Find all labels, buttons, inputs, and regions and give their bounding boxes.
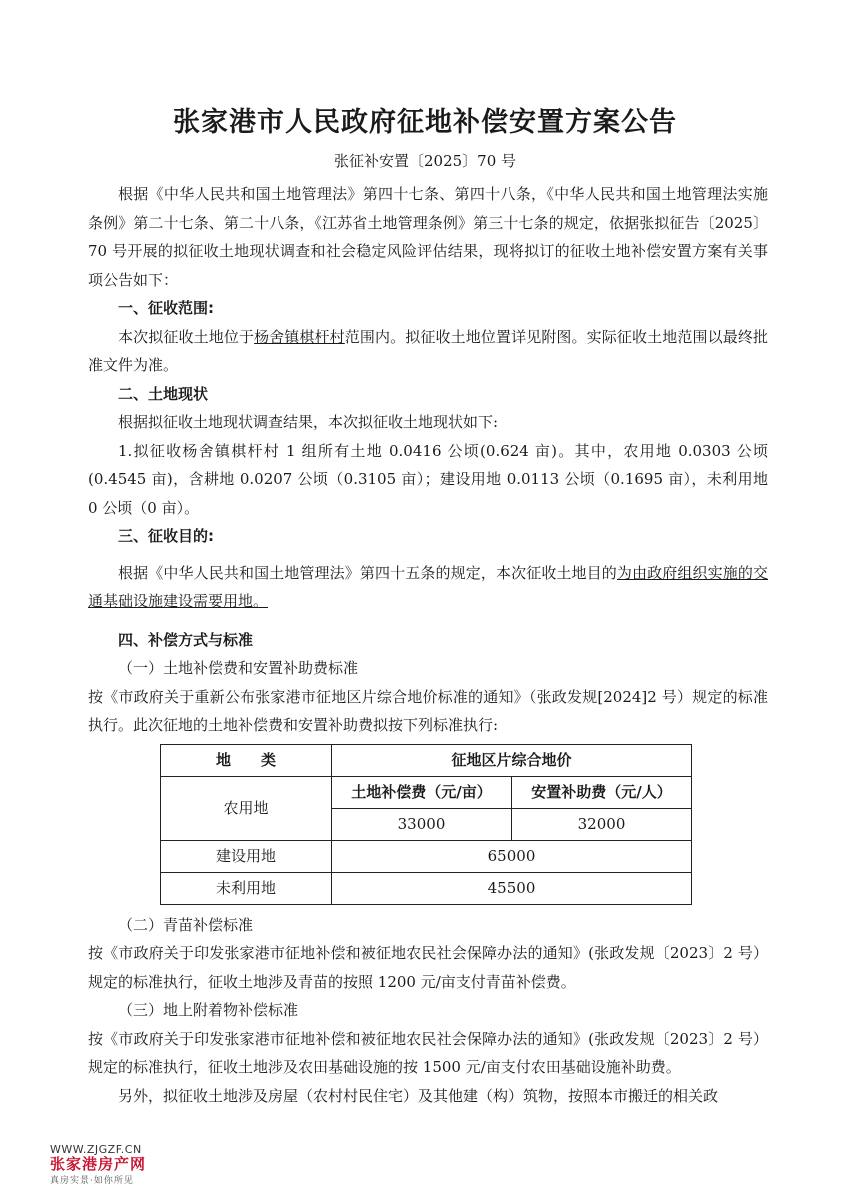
section-heading-scope: 一、征收范围:: [118, 299, 214, 317]
table-cell-unused: 未利用地: [161, 872, 332, 904]
subsection-seedling: （二）青苗补偿标准: [118, 915, 254, 934]
scope-text-post: 范围内。拟征收土地位置详见附图。实际征收土地范围以最终批准文件为准。: [88, 327, 768, 374]
table-row: [161, 872, 692, 904]
status-paragraph-1: 根据拟征收土地现状调查结果，本次拟征收土地现状如下:: [118, 413, 499, 431]
subsection-attachments: （三）地上附着物补偿标准: [118, 1001, 299, 1019]
watermark-url: WWW.ZJGZF.CN: [50, 1143, 142, 1156]
purpose-text: 为由政府组织实施的交通基础设施建设需要用地。: [88, 563, 768, 610]
land-compensation-paragraph: 按《市政府关于重新公布张家港市征地区片综合地价标准的通知》（张政发规[2024]2 号）规定的标准执行。此次征地的土地补偿费和安置补助费拟按下列标准执行:: [88, 687, 768, 734]
table-cell-farm-compensation: 33000: [332, 808, 512, 840]
watermark-brand: 张家港房产网: [50, 1155, 147, 1173]
document-number: 张征补安置〔2025〕70 号: [333, 152, 517, 170]
attachments-paragraph: 按《市政府关于印发张家港市征地补偿和被征地农民社会保障办法的通知》(张政发规〔2023〕2 号）规定的标准执行，征收土地涉及农田基础设施的按 1500 元/亩支付农田基础设施补助费。: [88, 1029, 768, 1076]
table-row: [161, 744, 692, 776]
intro-paragraph: 根据《中华人民共和国土地管理法》第四十七条、第四十八条，《中华人民共和国土地管理法实施条例》第二十七条、第二十八条，《江苏省土地管理条例》第三十七条的规定，依据张拟征告〔2025〕70 号开展的拟征收土地现状调查和社会稳定风险评估结果，现将拟订的征收土地补偿安置方案有关事项公告如下：: [88, 185, 768, 289]
table-cell-farm-subsidy: 32000: [512, 808, 692, 840]
watermark-slogan: 真房实景·如你所见: [50, 1176, 134, 1186]
scope-place: 杨舍镇棋杆村: [254, 327, 345, 346]
housing-paragraph: 另外，拟征收土地涉及房屋（农村村民住宅）及其他建（构）筑物，按照本市搬迁的相关政: [118, 1086, 719, 1105]
subsection-land-compensation: （一）土地补偿费和安置补助费标准: [118, 659, 359, 677]
table-cell-construction-value: 65000: [332, 840, 692, 872]
table-cell-unused-value: 45500: [332, 872, 692, 904]
table-header-price: 征地区片综合地价: [332, 744, 692, 776]
scope-text-pre: 本次拟征收土地位于: [118, 327, 255, 346]
table-header-compensation: 土地补偿费（元/亩）: [332, 776, 512, 808]
seedling-paragraph: 按《市政府关于印发张家港市征地补偿和被征地农民社会保障办法的通知》(张政发规〔2023〕2 号）规定的标准执行，征收土地涉及青苗的按照 1200 元/亩支付青苗补偿费。: [88, 944, 768, 991]
purpose-text-pre: 根据《中华人民共和国土地管理法》第四十五条的规定，本次征收土地目的: [118, 563, 617, 582]
section-heading-status: 二、土地现状: [118, 384, 209, 403]
page-title: 张家港市人民政府征地补偿安置方案公告: [173, 107, 677, 138]
table-cell-construction: 建设用地: [161, 840, 332, 872]
watermark-logo: [50, 1143, 210, 1186]
table-row: [161, 840, 692, 872]
document-body: [88, 180, 768, 1110]
section-heading-purpose: 三、征收目的:: [118, 527, 214, 545]
table-header-subsidy: 安置补助费（元/人）: [512, 776, 692, 808]
table-header-land-type: 地 类: [161, 744, 332, 776]
status-paragraph-2: 1.拟征收杨舍镇棋杆村 1 组所有土地 0.0416 公顷(0.624 亩)。其中，农用地 0.0303 公顷(0.4545 亩)，含耕地 0.0207 公顷（0.3105 亩）；建设用地 0.0113 公顷（0.1695 亩），未利用地 0 公顷（0 亩）。: [88, 441, 768, 517]
compensation-standard-table: [160, 744, 692, 905]
table-row: [161, 776, 692, 808]
table-cell-farm: 农用地: [161, 776, 332, 840]
purpose-paragraph: [88, 559, 768, 616]
scope-paragraph: [88, 323, 768, 380]
section-heading-compensation: 四、补偿方式与标准: [118, 630, 254, 649]
